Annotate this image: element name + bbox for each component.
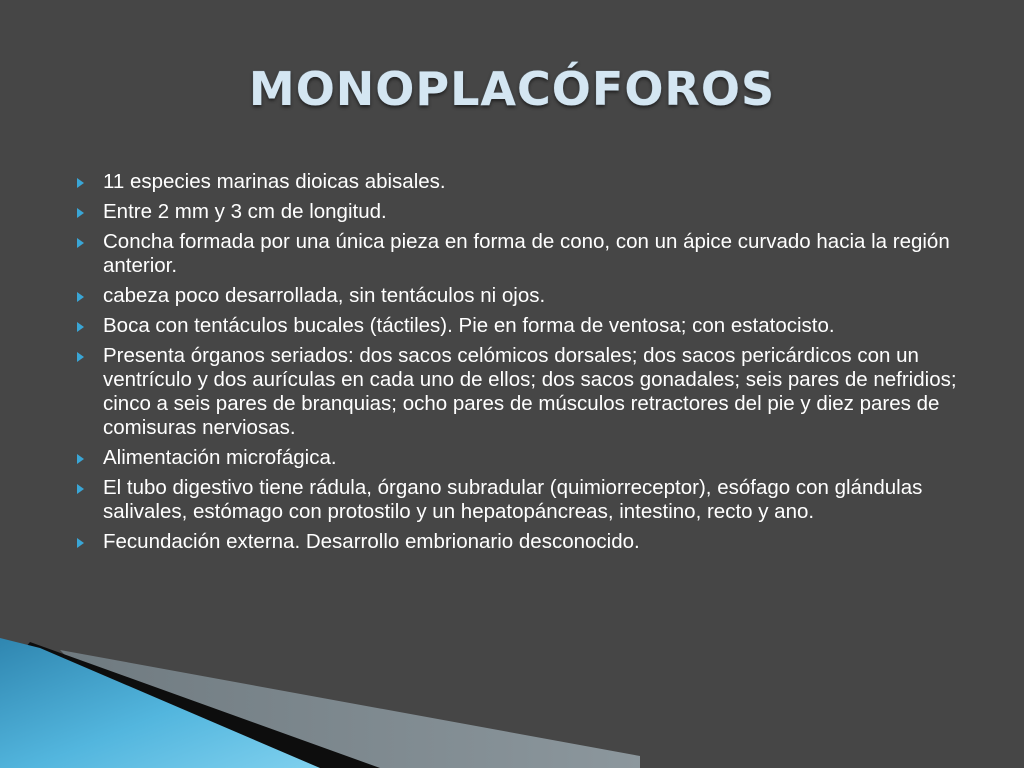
bullet-text: 11 especies marinas dioicas abisales. <box>103 170 446 193</box>
bullet-item <box>75 476 980 524</box>
bullet-arrow-icon <box>77 454 84 464</box>
bullet-text: Concha formada por una única pieza en forma de cono, con un ápice curvado hacia la región anterior. <box>103 230 950 277</box>
bullet-text: cabeza poco desarrollada, sin tentáculos ni ojos. <box>103 284 546 307</box>
bullet-arrow-icon <box>77 352 84 362</box>
decorative-corner-swoosh <box>0 638 640 768</box>
bullet-text: Alimentación microfágica. <box>103 446 337 469</box>
bullet-arrow-icon <box>77 292 84 302</box>
bullet-arrow-icon <box>77 538 84 548</box>
bullet-item <box>75 200 980 224</box>
bullet-item <box>75 530 980 554</box>
bullet-arrow-icon <box>77 208 84 218</box>
bullet-item <box>75 284 980 308</box>
bullet-text: Entre 2 mm y 3 cm de longitud. <box>103 200 387 223</box>
bullet-text: Boca con tentáculos bucales (táctiles). Pie en forma de ventosa; con estatocisto. <box>103 314 835 337</box>
bullet-text: Fecundación externa. Desarrollo embrionario desconocido. <box>103 530 640 553</box>
bullet-arrow-icon <box>77 484 84 494</box>
bullet-text: Presenta órganos seriados: dos sacos celómicos dorsales; dos sacos pericárdicos con un ventrículo y dos aurículas en cada uno de ellos; dos sacos gonadales; seis pares de nefridios; cinco a seis pares de branquias; ocho pares de músculos retractores del pie y diez pares de comisuras nerviosas. <box>103 344 957 439</box>
bullet-arrow-icon <box>77 178 84 188</box>
slide-title: MONOPLACÓFOROS <box>248 62 776 116</box>
bullet-item <box>75 230 980 278</box>
bullet-list <box>75 170 980 560</box>
bullet-arrow-icon <box>77 322 84 332</box>
bullet-item <box>75 314 980 338</box>
bullet-item <box>75 446 980 470</box>
bullet-item <box>75 170 980 194</box>
bullet-text: El tubo digestivo tiene rádula, órgano subradular (quimiorreceptor), esófago con glándulas salivales, estómago con protostilo y un hepatopáncreas, intestino, recto y ano. <box>103 476 923 523</box>
bullet-item <box>75 344 980 440</box>
bullet-arrow-icon <box>77 238 84 248</box>
